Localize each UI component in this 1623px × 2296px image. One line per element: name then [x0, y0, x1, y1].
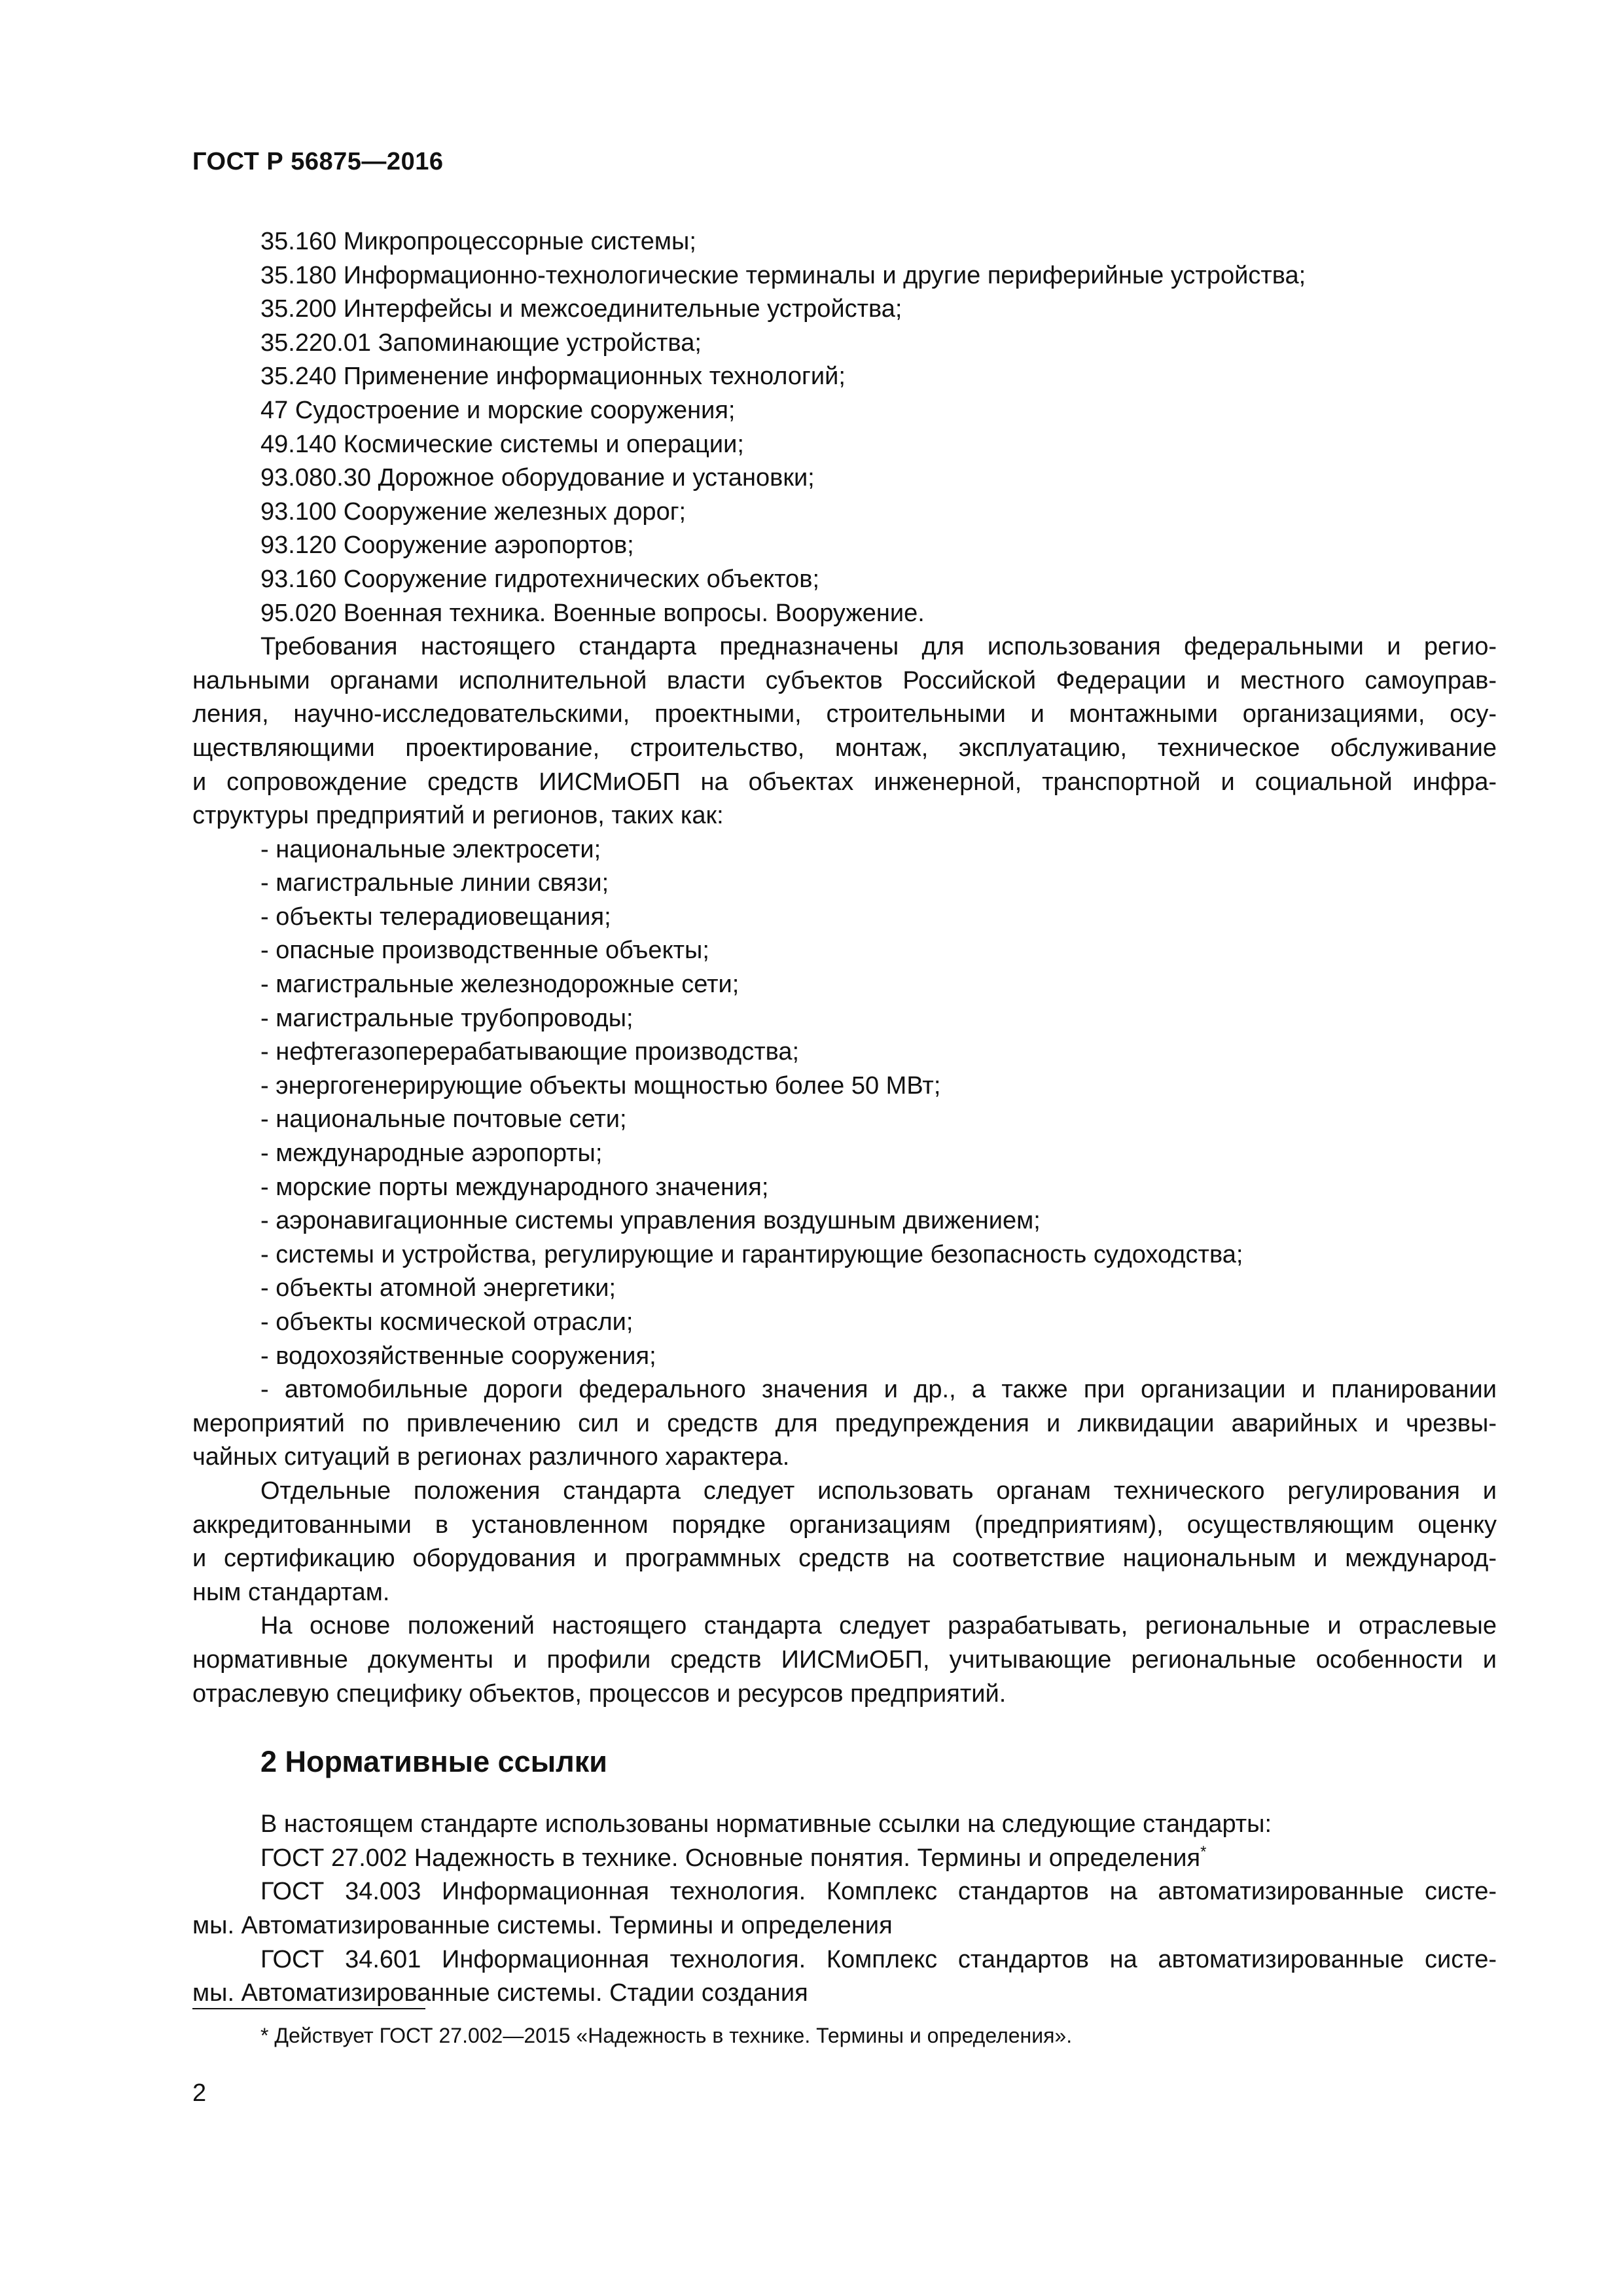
certification-paragraph-line: аккредитованными в установленном порядке организациям (предприятиям), осуществляющим оценку — [192, 1511, 1497, 1539]
classification-code-line: 93.100 Сооружение железных дорог; — [260, 497, 687, 526]
footnote-separator — [192, 2008, 425, 2009]
infrastructure-list-item: - магистральные железнодорожные сети; — [260, 971, 740, 999]
classification-code-line: 35.200 Интерфейсы и межсоединительные устройства; — [260, 295, 902, 323]
requirements-paragraph-line: нальными органами исполнительной власти субъектов Российской Федерации и местного самоуправ- — [192, 666, 1497, 694]
footnote-marker: * — [1200, 1842, 1207, 1861]
classification-code-line: 47 Судостроение и морские сооружения; — [260, 396, 736, 424]
infrastructure-list-item: - магистральные линии связи; — [260, 869, 609, 897]
requirements-paragraph-line: и сопровождение средств ИИСМиОБП на объектах инженерной, транспортной и социальной инфра- — [192, 768, 1497, 796]
classification-code-line: 93.120 Сооружение аэропортов; — [260, 531, 634, 560]
infrastructure-list-item: - опасные производственные объекты; — [260, 937, 709, 965]
infrastructure-list-item: - нефтегазоперерабатывающие производства; — [260, 1038, 800, 1066]
certification-paragraph-line: и сертификацию оборудования и программных средств на соответствие национальным и международ- — [192, 1545, 1497, 1573]
list-continuation-line: мероприятий по привлечению сил и средств для предупреждения и ликвидации аварийных и чрезвы- — [192, 1409, 1497, 1437]
reference-entry — [192, 1842, 1497, 1876]
requirements-paragraph-line: ществляющими проектирование, строительство, монтаж, эксплуатацию, техническое обслуживание — [192, 734, 1497, 762]
infrastructure-list-item: - объекты телерадиовещания; — [260, 903, 611, 931]
section-heading: 2 Нормативные ссылки — [260, 1745, 607, 1779]
page-number: 2 — [192, 2079, 207, 2107]
references-intro: В настоящем стандарте использованы нормативные ссылки на следующие стандарты: — [260, 1810, 1272, 1839]
infrastructure-list-item: - водохозяйственные сооружения; — [260, 1342, 656, 1370]
section-spacer — [192, 1711, 1497, 1741]
classification-code-line: 93.160 Сооружение гидротехнических объектов; — [260, 565, 820, 593]
classification-code-line: 35.160 Микропроцессорные системы; — [260, 228, 696, 255]
reference-entry-line: мы. Автоматизированные системы. Стадии создания — [192, 1979, 808, 2007]
requirements-paragraph-line: Требования настоящего стандарта предназначены для использования федеральными и регио- — [260, 633, 1497, 661]
classification-code-line: 95.020 Военная техника. Военные вопросы. Вооружение. — [260, 599, 925, 627]
reference-entry-line: ГОСТ 34.601 Информационная технология. Комплекс стандартов на автоматизированные систе- — [260, 1945, 1497, 1973]
reference-entry-line: ГОСТ 34.003 Информационная технология. Комплекс стандартов на автоматизированные систе- — [260, 1878, 1497, 1906]
infrastructure-list-item: - магистральные трубопроводы; — [260, 1004, 633, 1032]
classification-code-line: 93.080.30 Дорожное оборудование и установки; — [260, 464, 815, 492]
infrastructure-list-item: - национальные электросети; — [260, 835, 601, 863]
section-spacer — [192, 1783, 1497, 1808]
certification-paragraph-line: ным стандартам. — [192, 1578, 390, 1606]
regional-paragraph-line: На основе положений настоящего стандарта следует разрабатывать, региональные и отраслевые — [260, 1612, 1497, 1640]
regional-paragraph-line: отраслевую специфику объектов, процессов и ресурсов предприятий. — [192, 1679, 1007, 1708]
infrastructure-list-item: - национальные почтовые сети; — [260, 1105, 627, 1134]
requirements-paragraph-line: структуры предприятий и регионов, таких как: — [192, 802, 724, 830]
infrastructure-list-item: - морские порты международного значения; — [260, 1173, 769, 1201]
requirements-paragraph-line: ления, научно-исследовательскими, проектными, строительными и монтажными организациями, осу- — [192, 700, 1497, 728]
reference-text: ГОСТ 27.002 Надежность в технике. Основные понятия. Термины и определения — [260, 1844, 1201, 1872]
classification-code-line: 35.220.01 Запоминающие устройства; — [260, 329, 702, 357]
list-continuation-line: - автомобильные дороги федерального значения и др., а также при организации и планировании — [260, 1376, 1497, 1404]
document-body — [192, 225, 1497, 2011]
infrastructure-list-item: - энергогенерирующие объекты мощностью более 50 МВт; — [260, 1071, 941, 1100]
infrastructure-list-item: - объекты атомной энергетики; — [260, 1274, 616, 1302]
footnote-text: * Действует ГОСТ 27.002—2015 «Надежность в технике. Термины и определения». — [260, 2024, 1073, 2047]
document-header-id: ГОСТ Р 56875—2016 — [192, 148, 444, 175]
classification-code-line: 35.240 Применение информационных технологий; — [260, 363, 846, 391]
certification-paragraph-line: Отдельные положения стандарта следует использовать органам технического регулирования и — [260, 1477, 1497, 1505]
infrastructure-list-item: - объекты космической отрасли; — [260, 1308, 633, 1336]
infrastructure-list-item: - международные аэропорты; — [260, 1139, 603, 1168]
infrastructure-list-item: - системы и устройства, регулирующие и гарантирующие безопасность судоходства; — [260, 1240, 1243, 1268]
regional-paragraph-line: нормативные документы и профили средств ИИСМиОБП, учитывающие региональные особенности и — [192, 1645, 1497, 1674]
infrastructure-list-item: - аэронавигационные системы управления воздушным движением; — [260, 1207, 1041, 1235]
classification-code-line: 35.180 Информационно-технологические терминалы и другие периферийные устройства; — [260, 261, 1306, 289]
classification-code-line: 49.140 Космические системы и операции; — [260, 430, 744, 458]
list-continuation-line: чайных ситуаций в регионах различного характера. — [192, 1443, 790, 1471]
reference-entry-line: мы. Автоматизированные системы. Термины и определения — [192, 1911, 893, 1939]
